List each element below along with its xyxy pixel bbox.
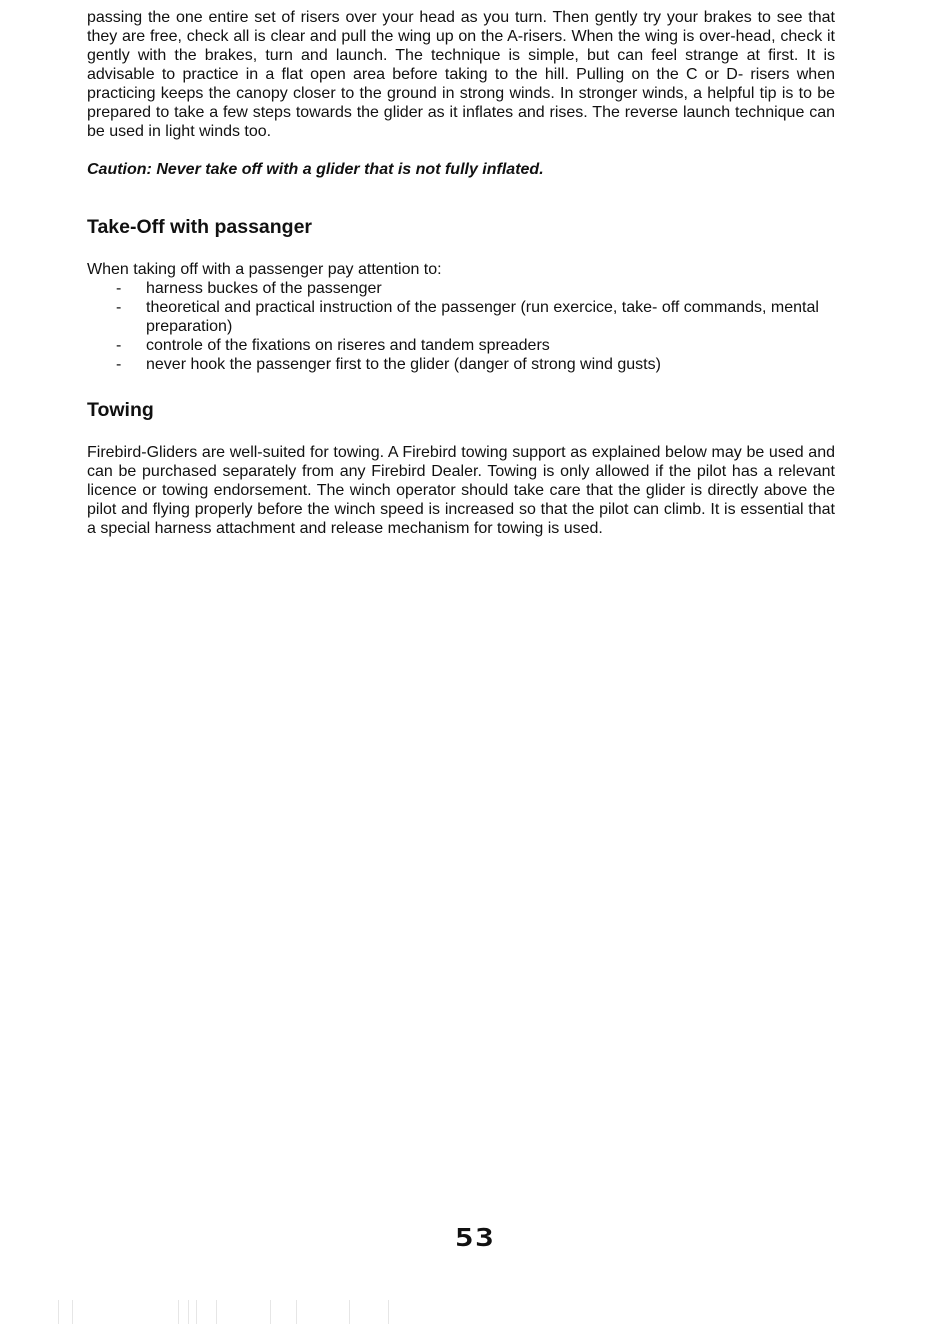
passenger-intro: When taking off with a passenger pay attention to:	[87, 261, 442, 278]
dash-bullet: -	[116, 280, 122, 297]
caution-note: Caution: Never take off with a glider that is not fully inflated.	[87, 161, 544, 178]
dash-bullet: -	[116, 299, 122, 316]
list-item-text: harness buckes of the passenger	[146, 280, 382, 297]
intro-paragraph: passing the one entire set of risers over your head as you turn. Then gently try your brakes to see that they are free, check all is clear and pull the wing up on the A-risers. When the wing is over-head, check it gently with the brakes, turn and launch. The technique is simple, but can feel strange at first. It is advisable to practice in a flat open area before taking to the hill. Pulling on the C or D- risers when practicing keeps the canopy closer to the ground in strong winds. In stronger winds, a helpful tip is to be prepared to take a few steps towards the glider as it inflates and rises. The reverse launch technique can be used in light winds too.	[87, 9, 835, 140]
list-item	[87, 355, 835, 374]
list-item-text: never hook the passenger first to the glider (danger of strong wind gusts)	[146, 356, 661, 373]
list-item-text: theoretical and practical instruction of the passenger (run exercice, take- off commands, mental preparation)	[146, 299, 819, 335]
list-item-text: controle of the fixations on riseres and tandem spreaders	[146, 337, 550, 354]
list-item	[87, 279, 835, 298]
dash-bullet: -	[116, 356, 122, 373]
document-page	[87, 8, 835, 538]
heading-towing: Towing	[87, 399, 154, 421]
page-number: 53	[454, 1223, 496, 1252]
dash-bullet: -	[116, 337, 122, 354]
list-item	[87, 336, 835, 355]
heading-takeoff-passenger: Take-Off with passanger	[87, 216, 313, 238]
passenger-checklist	[87, 279, 835, 374]
towing-paragraph: Firebird-Gliders are well-suited for towing. A Firebird towing support as explained below may be used and can be purchased separately from any Firebird Dealer. Towing is only allowed if the pilot has a relevant licence or towing endorsement. The winch operator should take care that the glider is directly above the pilot and flying properly before the winch speed is increased so that the pilot can climb. It is essential that a special harness attachment and release mechanism for towing is used.	[87, 444, 835, 537]
list-item	[87, 298, 835, 336]
scan-artifact-marks	[0, 1300, 950, 1325]
